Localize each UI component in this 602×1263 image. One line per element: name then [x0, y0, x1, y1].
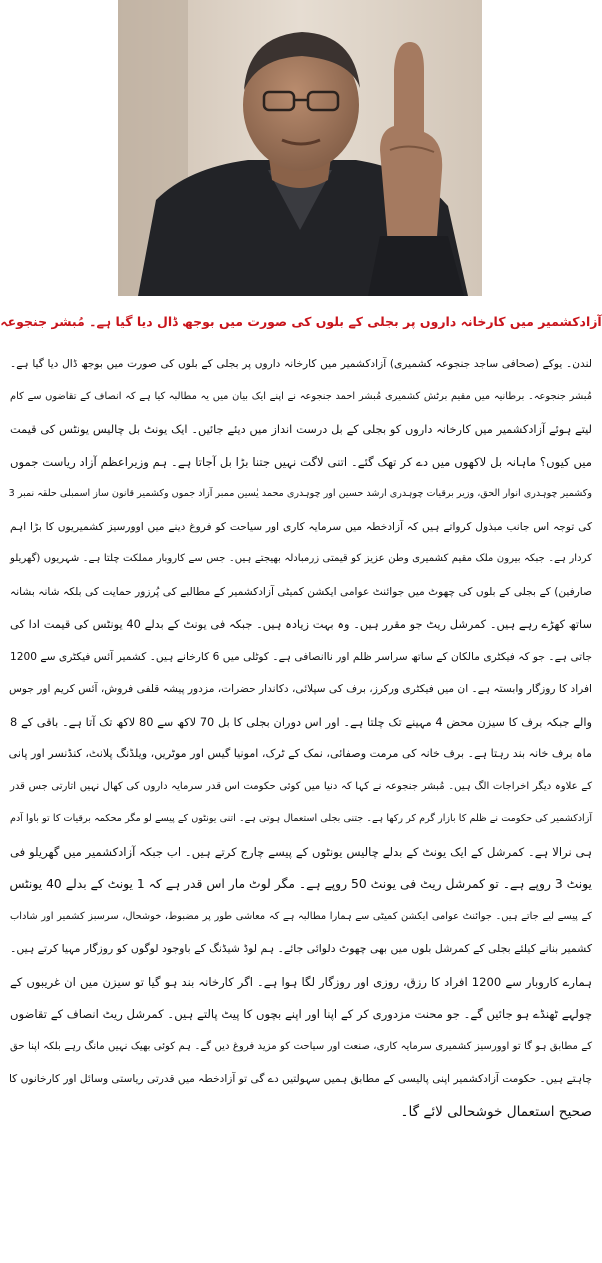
body-line: ماہ برف خانہ بند رہتا ہے۔ برف خانہ کی مرمت وصفائی، نمک کے ٹرک، امونیا گیس اور موٹریں، ویلڈنگ پلانٹ، کنڈنسر اور پانی	[8, 747, 592, 760]
body-line: لندن۔ یوکے (صحافی ساجد جنجوعہ کشمیری) آزادکشمیر میں کارخانہ داروں پر بجلی کے بلوں کی صورت میں بوجھ ڈال دیا گیا ہے۔	[10, 358, 592, 370]
body-line: وکشمیر چوہدری انوار الحق، وزیر برقیات چوہدری ارشد حسین اور چوہدری محمد یٰسین ممبر آزاد جموں وکشمیر قانون ساز اسمبلی حلقہ نمبر 3	[8, 488, 592, 499]
body-line: کی توجہ اس جانب مبذول کرواتے ہیں کہ آزادخطہ میں سرمایہ کاری اور سیاحت کو فروغ دینے میں اوورسیز کشمیریوں کا بڑا اہم	[10, 520, 592, 533]
body-line: افراد کا روزگار وابستہ ہے۔ ان میں فیکٹری ورکرز، برف کی سپلائی، دکاندار حضرات، مزدور پیشہ قلفی فروش، آئس کریم اور جوس	[8, 683, 592, 695]
body-line: ساتھ کھڑے رہے ہیں۔ کمرشل ریٹ جو مقرر ہیں۔ وہ بہت زیادہ ہیں۔ جبکہ فی یونٹ کے بدلے 40 یونٹس کی قیمت ادا کی	[10, 617, 592, 631]
body-line: مُبشر جنجوعہ۔ برطانیہ میں مقیم برٹش کشمیری مُبشر احمد جنجوعہ نے اپنے ایک بیان میں یہ مطالبہ کیا ہے کہ انصاف کے تقاضوں سے کام	[10, 390, 592, 402]
body-line: ہی نرالا ہے۔ کمرشل کے ایک یونٹ کے بدلے چالیس یونٹوں کے پیسے چارج کرتے ہیں۔ اب جبکہ آزادکشمیر میں گھریلو فی	[10, 844, 592, 859]
body-line: چولہے ٹھنڈے ہو جائیں گے۔ جو محنت مزدوری کر کے اپنا اور اپنے بچوں کا پیٹ پالتے ہیں۔ کمرشل ریٹ انصاف کے تقاضوں	[10, 1007, 592, 1021]
body-line: کردار ہے۔ جبکہ بیرون ملک مقیم کشمیری وطن عزیز کو قیمتی زرمبادلہ بھیجتے ہیں۔ جس سے کاروبار مملکت چلتا ہے۔ شہریوں (گھریلو	[10, 553, 592, 564]
body-line: صارفین) کے بجلی کے بلوں کی چھوٹ میں جوائنٹ عوامی ایکشن کمیٹی آزادکشمیر کے مطالبے کی پُرزور حمایت کی بلکہ شانہ بشانہ	[10, 585, 592, 598]
body-line: کے مطابق ہو گا تو اوورسیز کشمیری سرمایہ کاری، صنعت اور سیاحت کو مزید فروغ دیں گے۔ ہم کوئی بھیک نہیں مانگ رہے بلکہ اپنا حق	[10, 1040, 592, 1052]
body-line: ہمارے کاروبار سے 1200 افراد کا رزق، روزی اور روزگار لگا ہوا ہے۔ اگر کارخانہ بند ہو گیا تو سیزن میں ان غریبوں کے	[10, 974, 593, 989]
body-line: یونٹ 3 روپے ہے۔ تو کمرشل ریٹ فی یونٹ 50 روپے ہے۔ مگر لوٹ مار اس قدر ہے کہ 1 یونٹ کے بدلے 40 یونٹس	[9, 877, 592, 891]
body-line: جاتی ہے۔ جو کہ فیکٹری مالکان کے ساتھ سراسر ظلم اور ناانصافی ہے۔ کوٹلی میں 6 کارخانے ہیں۔ کشمیر آئس فیکٹری سے 1200	[10, 650, 592, 663]
body-line: لیتے ہوئے آزادکشمیر میں کارخانہ داروں کو بجلی کے بل درست انداز میں دیئے جائیں۔ ایک یونٹ بل چالیس یونٹس کی قیمت	[10, 422, 592, 436]
body-line: کشمیر بنانے کیلئے بجلی کے کمرشل بلوں میں بھی چھوٹ دلوائی جائے۔ ہم لوڈ شیڈنگ کے باوجود لوگوں کو روزگار مہیا کرتے ہیں۔	[10, 942, 592, 955]
article-photo	[118, 0, 482, 296]
body-line: میں کیوں؟ ماہانہ بل لاکھوں میں دے کر تھک گئے۔ اتنی لاگت نہیں جتنا بڑا بل آجاتا ہے۔ ہم وزیراعظم آزاد ریاست جموں	[10, 454, 592, 469]
body-line: کے علاوہ دیگر اخراجات الگ ہیں۔ مُبشر جنجوعہ نے کہا کہ دنیا میں کوئی حکومت اس قدر سرمایہ داروں کی کھال نہیں اتارتی جس قدر	[10, 780, 592, 792]
body-line: چاہتے ہیں۔ حکومت آزادکشمیر اپنی پالیسی کے مطابق ہمیں سہولتیں دے گی تو آزادخطہ میں قدرتی ریاستی وسائل اور کارخانوں کا	[8, 1073, 592, 1085]
body-line: صحیح استعمال خوشحالی لائے گا۔	[400, 1103, 592, 1120]
article-body	[10, 348, 592, 1260]
body-line: کے پیسے لیے جاتے ہیں۔ جوائنٹ عوامی ایکشن کمیٹی سے ہمارا مطالبہ ہے کہ معاشی طور پر مضبوط، خوشحال، سرسبز کشمیر اور شاداب	[10, 910, 592, 922]
body-line: آزادکشمیر کی حکومت نے ظلم کا بازار گرم کر رکھا ہے۔ جتنی بجلی استعمال ہوتی ہے۔ اتنی یونٹوں کے پیسے لو مگر محکمہ برقیات کا تو باوا آدم	[10, 813, 592, 824]
body-line: والے جبکہ برف کا سیزن محض 4 مہینے تک چلتا ہے۔ اور اس دوران بجلی کا بل 70 لاکھ سے 80 لاکھ تک آتا ہے۔ باقی کے 8	[10, 714, 592, 729]
article-headline: آزادکشمیر میں کارخانہ داروں پر بجلی کے بلوں کی صورت میں بوجھ ڈال دیا گیا ہے۔ مُبشر جنجوعہ	[0, 314, 602, 329]
